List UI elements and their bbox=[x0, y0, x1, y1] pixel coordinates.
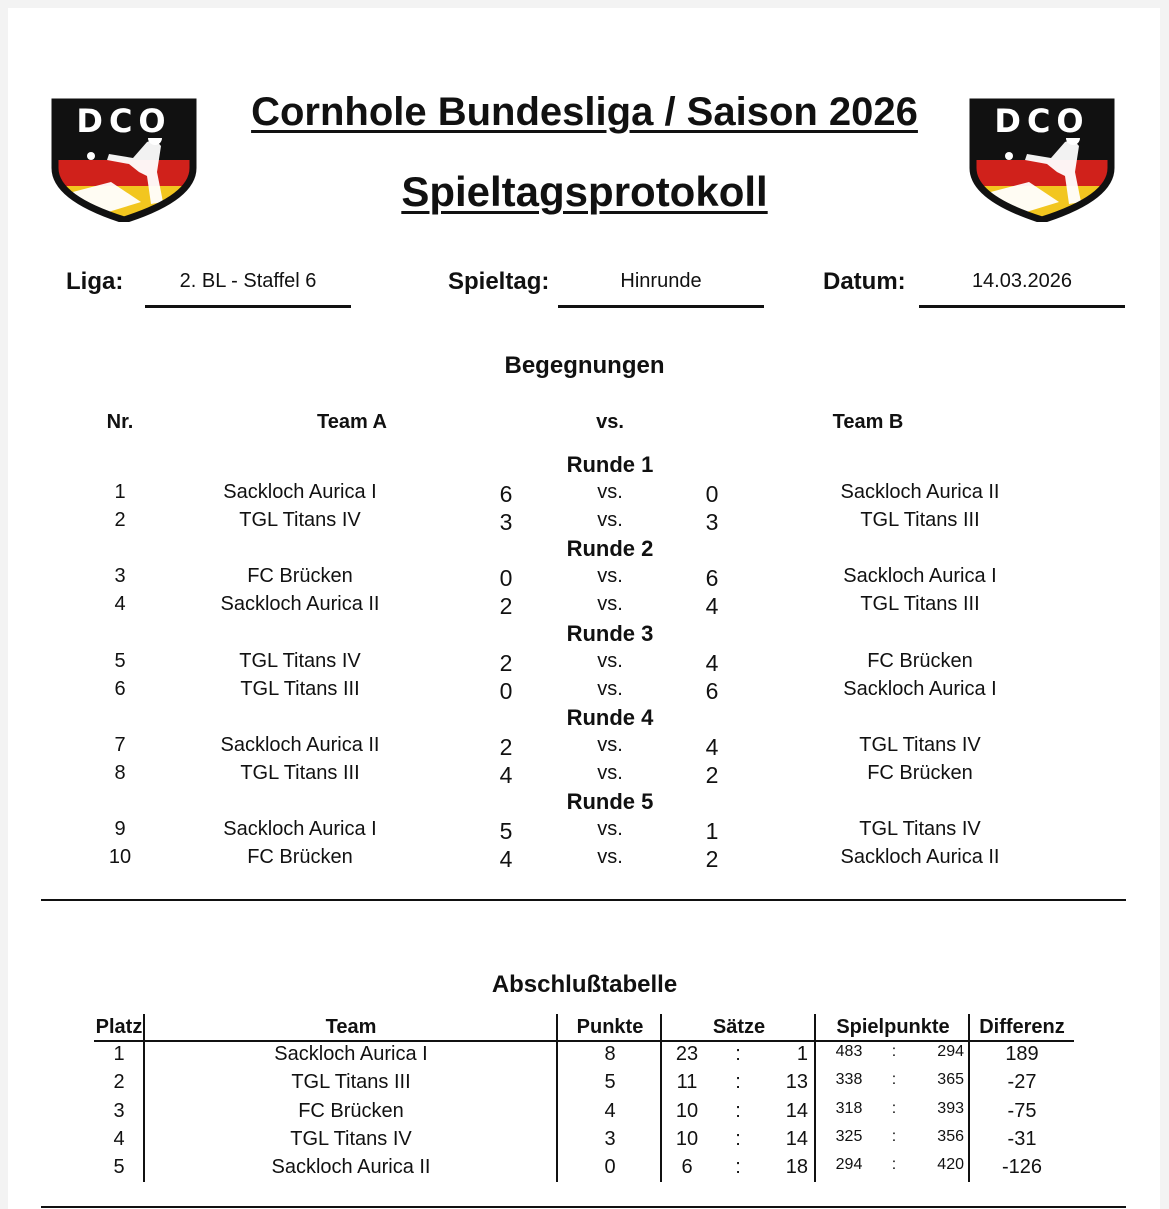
score-a: 2 bbox=[499, 650, 513, 676]
spielpunkte-for: 338 bbox=[835, 1071, 863, 1089]
punkte-cell: 8 bbox=[604, 1043, 616, 1065]
match-row bbox=[0, 481, 1169, 509]
team-a-name: Sackloch Aurica II bbox=[220, 734, 380, 756]
bottom-divider bbox=[41, 1206, 1126, 1208]
match-nr: 5 bbox=[114, 650, 126, 672]
match-nr: 4 bbox=[114, 593, 126, 615]
header-vs: vs. bbox=[596, 411, 624, 433]
match-nr: 2 bbox=[114, 509, 126, 531]
vs-label: vs. bbox=[597, 509, 623, 531]
header-team-a: Team A bbox=[316, 411, 388, 433]
matches-section-title: Begegnungen bbox=[504, 352, 665, 379]
score-b: 4 bbox=[705, 650, 719, 676]
table-row bbox=[0, 1043, 1169, 1071]
vs-label: vs. bbox=[597, 481, 623, 503]
punkte-cell: 0 bbox=[604, 1156, 616, 1179]
saetze-separator: : bbox=[735, 1156, 741, 1179]
team-a-name: TGL Titans IV bbox=[239, 509, 361, 531]
match-row bbox=[0, 818, 1169, 846]
team-a-name: TGL Titans III bbox=[240, 678, 360, 700]
header-team-b: Team B bbox=[832, 411, 904, 433]
differenz-cell: -27 bbox=[1007, 1071, 1037, 1094]
platz-cell: 5 bbox=[113, 1156, 125, 1179]
table-row bbox=[0, 1100, 1169, 1128]
team-a-name: Sackloch Aurica I bbox=[223, 818, 377, 840]
round-label: Runde 2 bbox=[566, 536, 654, 561]
match-nr: 6 bbox=[114, 678, 126, 700]
datum-value: 14.03.2026 bbox=[919, 270, 1125, 308]
score-b: 0 bbox=[705, 481, 719, 507]
saetze-lost: 1 bbox=[796, 1043, 808, 1065]
spielpunkte-against: 294 bbox=[937, 1043, 964, 1060]
team-b-name: Sackloch Aurica II bbox=[840, 481, 1000, 503]
vs-label: vs. bbox=[597, 818, 623, 840]
score-a: 3 bbox=[499, 509, 513, 535]
team-cell: TGL Titans III bbox=[291, 1071, 411, 1094]
team-b-name: FC Brücken bbox=[867, 762, 973, 784]
vs-label: vs. bbox=[597, 762, 623, 784]
spielpunkte-for: 325 bbox=[835, 1127, 863, 1145]
score-a: 0 bbox=[499, 565, 513, 591]
differenz-cell: -126 bbox=[1001, 1156, 1043, 1179]
round-label: Runde 1 bbox=[566, 452, 654, 477]
team-b-name: FC Brücken bbox=[867, 650, 973, 672]
match-row bbox=[0, 650, 1169, 678]
match-nr: 9 bbox=[114, 818, 126, 840]
spielpunkte-against: 365 bbox=[937, 1071, 964, 1089]
spielpunkte-separator: : bbox=[891, 1156, 897, 1174]
spielpunkte-against: 420 bbox=[937, 1156, 964, 1174]
score-b: 2 bbox=[705, 846, 719, 872]
team-a-name: FC Brücken bbox=[247, 565, 353, 587]
spieltag-label: Spieltag: bbox=[448, 268, 550, 295]
page-subtitle: Spieltagsprotokoll bbox=[401, 168, 768, 215]
round-label: Runde 4 bbox=[566, 705, 654, 730]
liga-label: Liga: bbox=[66, 268, 124, 295]
match-row bbox=[0, 762, 1169, 790]
standings-header-punkte: Punkte bbox=[576, 1016, 644, 1038]
saetze-separator: : bbox=[735, 1071, 741, 1094]
spielpunkte-against: 356 bbox=[937, 1127, 964, 1145]
saetze-lost: 14 bbox=[785, 1127, 808, 1150]
team-cell: FC Brücken bbox=[298, 1099, 404, 1122]
match-row bbox=[0, 678, 1169, 706]
differenz-cell: -75 bbox=[1007, 1099, 1037, 1122]
team-a-name: Sackloch Aurica I bbox=[223, 481, 377, 503]
table-row bbox=[0, 1071, 1169, 1099]
standings-title: Abschlußtabelle bbox=[491, 971, 678, 998]
saetze-won: 10 bbox=[675, 1099, 699, 1122]
score-a: 0 bbox=[499, 678, 513, 704]
saetze-won: 6 bbox=[681, 1156, 693, 1179]
team-b-name: Sackloch Aurica I bbox=[843, 678, 997, 700]
spielpunkte-separator: : bbox=[891, 1071, 897, 1089]
saetze-lost: 14 bbox=[785, 1099, 808, 1122]
spielpunkte-against: 393 bbox=[937, 1099, 964, 1117]
standings-header-saetze: Sätze bbox=[712, 1016, 766, 1038]
team-a-name: FC Brücken bbox=[247, 846, 353, 868]
match-row bbox=[0, 593, 1169, 621]
score-a: 4 bbox=[499, 762, 513, 788]
saetze-separator: : bbox=[735, 1043, 741, 1065]
table-row bbox=[0, 1156, 1169, 1184]
datum-label: Datum: bbox=[823, 268, 906, 295]
platz-cell: 2 bbox=[113, 1071, 125, 1094]
team-b-name: TGL Titans III bbox=[860, 509, 980, 531]
score-a: 4 bbox=[499, 846, 513, 872]
vs-label: vs. bbox=[597, 734, 623, 756]
match-nr: 3 bbox=[114, 565, 126, 587]
saetze-won: 11 bbox=[676, 1071, 698, 1094]
match-nr: 1 bbox=[114, 481, 126, 503]
spielpunkte-separator: : bbox=[891, 1043, 897, 1060]
vs-label: vs. bbox=[597, 846, 623, 868]
page-title: Cornhole Bundesliga / Saison 2026 bbox=[251, 90, 918, 134]
team-b-name: TGL Titans III bbox=[860, 593, 980, 615]
team-b-name: Sackloch Aurica II bbox=[840, 846, 1000, 868]
team-cell: TGL Titans IV bbox=[290, 1127, 412, 1150]
header-nr: Nr. bbox=[106, 411, 134, 433]
platz-cell: 1 bbox=[113, 1043, 125, 1065]
team-cell: Sackloch Aurica II bbox=[271, 1156, 431, 1179]
team-b-name: Sackloch Aurica I bbox=[843, 565, 997, 587]
spielpunkte-for: 294 bbox=[835, 1156, 863, 1174]
team-cell: Sackloch Aurica I bbox=[274, 1043, 428, 1065]
spielpunkte-for: 318 bbox=[835, 1099, 863, 1117]
platz-cell: 4 bbox=[113, 1127, 125, 1150]
vs-label: vs. bbox=[597, 565, 623, 587]
svg-text:DCO: DCO bbox=[76, 102, 172, 140]
round-label: Runde 5 bbox=[566, 789, 654, 814]
standings-header-team: Team bbox=[325, 1016, 377, 1038]
punkte-cell: 3 bbox=[604, 1127, 616, 1150]
spielpunkte-separator: : bbox=[891, 1099, 897, 1117]
score-b: 2 bbox=[705, 762, 719, 788]
team-b-name: TGL Titans IV bbox=[859, 818, 981, 840]
team-a-name: TGL Titans IV bbox=[239, 650, 361, 672]
score-a: 6 bbox=[499, 481, 513, 507]
punkte-cell: 5 bbox=[604, 1071, 616, 1094]
vs-label: vs. bbox=[597, 650, 623, 672]
score-b: 1 bbox=[705, 818, 719, 844]
match-row bbox=[0, 846, 1169, 874]
match-row bbox=[0, 509, 1169, 537]
liga-value: 2. BL - Staffel 6 bbox=[145, 270, 351, 308]
match-row bbox=[0, 734, 1169, 762]
spieltag-value: Hinrunde bbox=[558, 270, 764, 308]
standings-header-spielpunkte: Spielpunkte bbox=[836, 1016, 950, 1038]
punkte-cell: 4 bbox=[604, 1099, 616, 1122]
saetze-separator: : bbox=[735, 1099, 741, 1122]
divider bbox=[41, 899, 1126, 901]
match-nr: 10 bbox=[108, 846, 132, 868]
standings-header-rule bbox=[94, 1040, 1074, 1042]
score-b: 6 bbox=[705, 565, 719, 591]
saetze-won: 23 bbox=[675, 1043, 699, 1065]
vs-label: vs. bbox=[597, 593, 623, 615]
vs-label: vs. bbox=[597, 678, 623, 700]
platz-cell: 3 bbox=[113, 1099, 125, 1122]
spielpunkte-for: 483 bbox=[835, 1043, 863, 1060]
saetze-separator: : bbox=[735, 1127, 741, 1150]
round-label: Runde 3 bbox=[566, 621, 654, 646]
score-a: 5 bbox=[499, 818, 513, 844]
saetze-won: 10 bbox=[675, 1127, 699, 1150]
match-nr: 7 bbox=[114, 734, 126, 756]
match-row bbox=[0, 565, 1169, 593]
standings-header-platz: Platz bbox=[95, 1016, 143, 1038]
score-b: 4 bbox=[705, 593, 719, 619]
score-b: 3 bbox=[705, 509, 719, 535]
differenz-cell: 189 bbox=[1005, 1043, 1039, 1065]
score-b: 6 bbox=[705, 678, 719, 704]
score-a: 2 bbox=[499, 734, 513, 760]
team-a-name: Sackloch Aurica II bbox=[220, 593, 380, 615]
differenz-cell: -31 bbox=[1007, 1127, 1037, 1150]
match-nr: 8 bbox=[114, 762, 126, 784]
team-b-name: TGL Titans IV bbox=[859, 734, 981, 756]
score-a: 2 bbox=[499, 593, 513, 619]
team-a-name: TGL Titans III bbox=[240, 762, 360, 784]
spielpunkte-separator: : bbox=[891, 1127, 897, 1145]
saetze-lost: 18 bbox=[785, 1156, 808, 1179]
score-b: 4 bbox=[705, 734, 719, 760]
saetze-lost: 13 bbox=[785, 1071, 808, 1094]
standings-header-differenz: Differenz bbox=[979, 1016, 1065, 1038]
svg-text:DCO: DCO bbox=[994, 102, 1090, 140]
table-row bbox=[0, 1128, 1169, 1156]
